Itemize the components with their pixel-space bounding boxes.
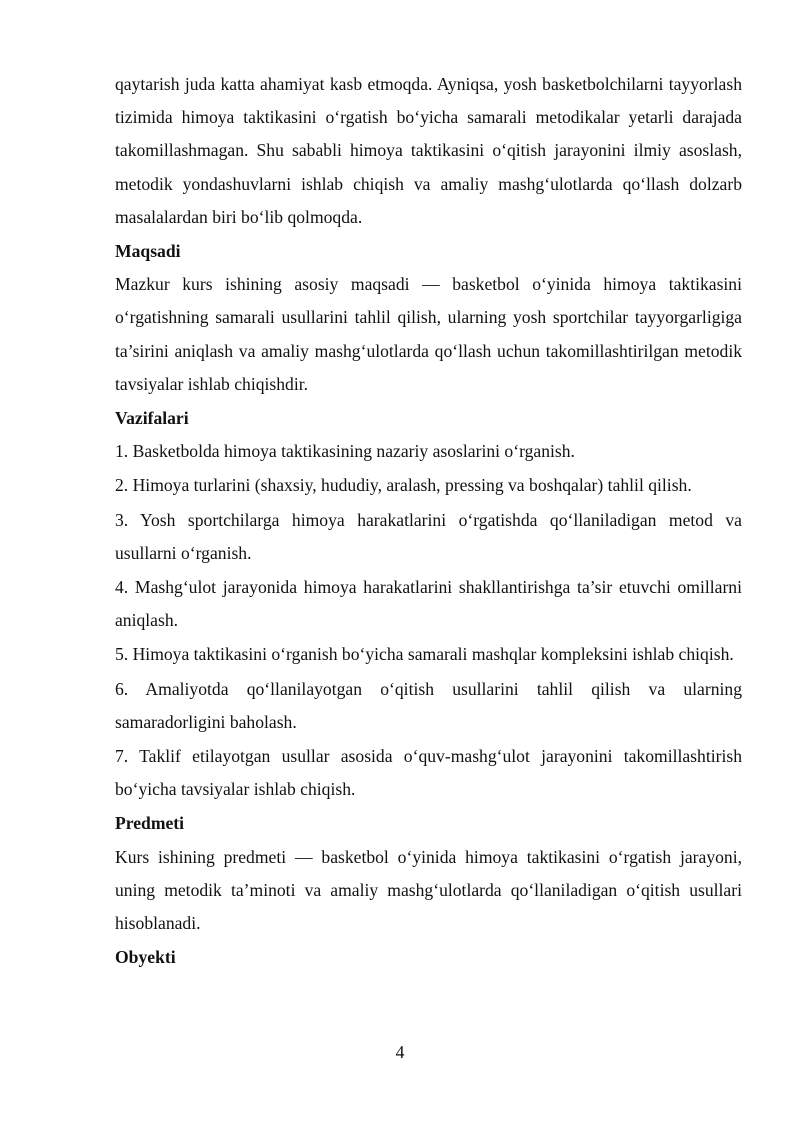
predmeti-paragraph: Kurs ishining predmeti — basketbol o‘yinida himoya taktikasini o‘rgatish jarayoni, uning metodik ta’minoti va amaliy mashg‘ulotlarda qo‘llaniladigan o‘qitish usullari hisoblanadi. bbox=[115, 846, 742, 934]
task-item-5: 5. Himoya taktikasini o‘rganish bo‘yicha samarali mashqlar kompleksini ishlab chiqish. bbox=[115, 644, 734, 665]
task-item-7: 7. Taklif etilayotgan usullar asosida o‘quv-mashg‘ulot jarayonini takomillashtirish bo‘yicha tavsiyalar ishlab chiqish. bbox=[115, 746, 742, 800]
predmeti-heading: Predmeti bbox=[115, 813, 185, 834]
obyekti-heading: Obyekti bbox=[115, 947, 176, 968]
vazifalari-heading: Vazifalari bbox=[115, 408, 189, 429]
maqsadi-heading: Maqsadi bbox=[115, 241, 181, 262]
task-item-4: 4. Mashg‘ulot jarayonida himoya harakatlarini shakllantirishga ta’sir etuvchi omillarni aniqlash. bbox=[115, 577, 742, 631]
task-item-6: 6. Amaliyotda qo‘llanilayotgan o‘qitish usullarini tahlil qilish va ularning samaradorligini baholash. bbox=[115, 678, 742, 732]
maqsadi-paragraph: Mazkur kurs ishining asosiy maqsadi — basketbol o‘yinida himoya taktikasini o‘rgatishning samarali usullarini tahlil qilish, ularning yosh sportchilar tayyorgarligiga ta’sirini aniqlash va amaliy mashg‘ulotlarda qo‘llash uchun takomillashtirilgan metodik tavsiyalar ishlab chiqishdir. bbox=[115, 274, 742, 394]
task-item-3: 3. Yosh sportchilarga himoya harakatlarini o‘rgatishda qo‘llaniladigan metod va usullarni o‘rganish. bbox=[115, 509, 742, 563]
task-item-2: 2. Himoya turlarini (shaxsiy, hududiy, aralash, pressing va boshqalar) tahlil qilish. bbox=[115, 475, 692, 496]
task-item-1: 1. Basketbolda himoya taktikasining nazariy asoslarini o‘rganish. bbox=[115, 441, 575, 462]
page-number: 4 bbox=[395, 1042, 405, 1062]
document-page bbox=[115, 68, 742, 974]
intro-paragraph: qaytarish juda katta ahamiyat kasb etmoqda. Ayniqsa, yosh basketbolchilarni tayyorlash tizimida himoya taktikasini o‘rgatish bo‘yicha samarali metodikalar yetarli darajada takomillashmagan. Shu sababli himoya taktikasini o‘qitish jarayonini ilmiy asoslash, metodik yondashuvlarni ishlab chiqish va amaliy mashg‘ulotlarda qo‘llash dolzarb masalalardan biri bo‘lib qolmoqda. bbox=[115, 74, 742, 227]
